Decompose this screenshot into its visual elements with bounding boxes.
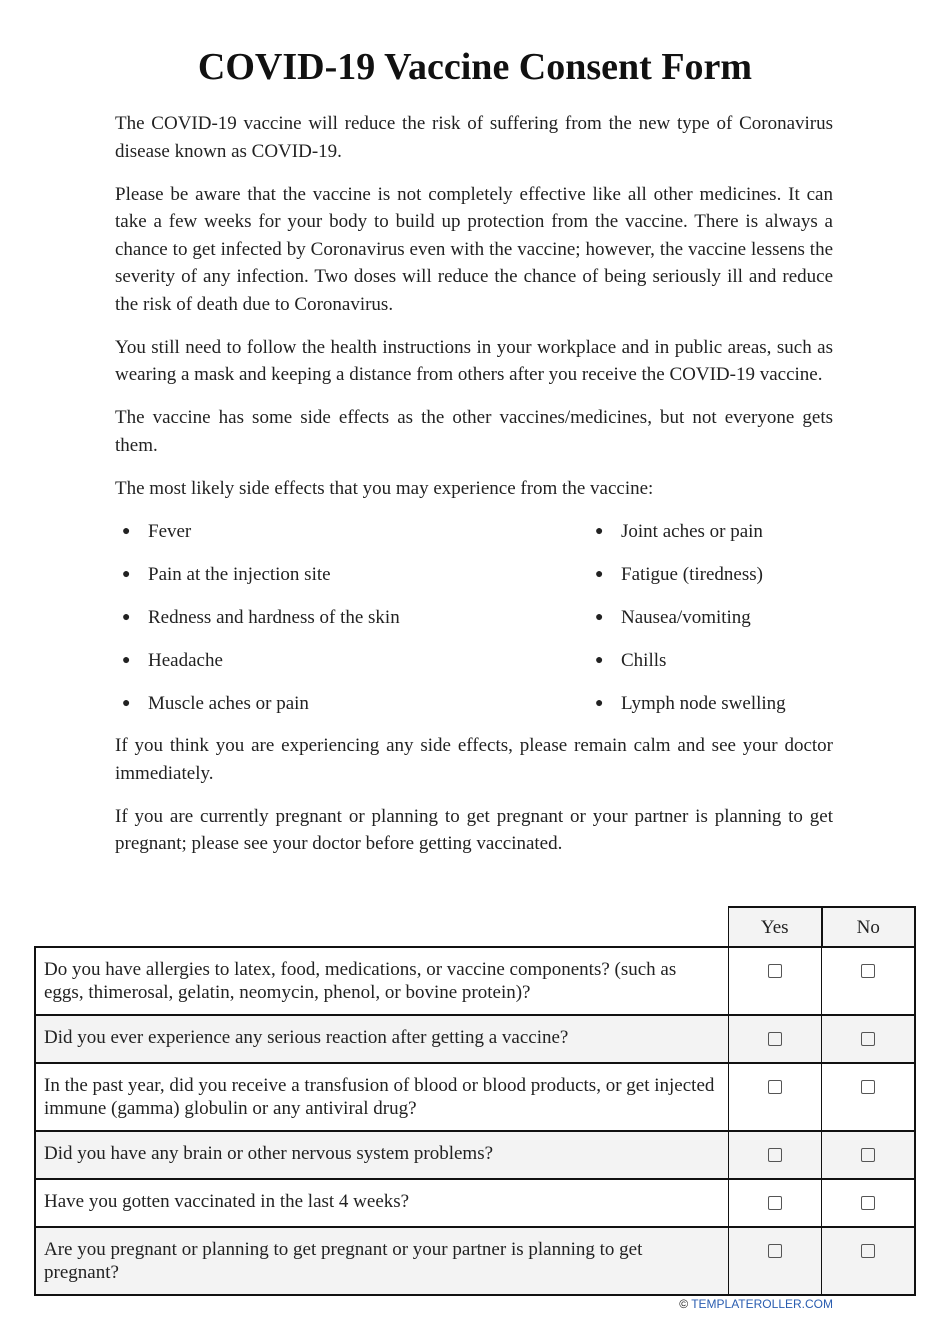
page-title: COVID-19 Vaccine Consent Form	[197, 46, 753, 88]
yes-checkbox[interactable]	[768, 1148, 782, 1162]
copyright-icon: ©	[679, 1297, 689, 1311]
bullet-icon: ●	[595, 566, 604, 582]
side-effect-item	[115, 690, 588, 718]
paragraph: Please be aware that the vaccine is not completely effective like all other medicines. It can take a few weeks for your body to build up protection from the vaccine. There is always a chance to get infected by Coronavirus even with the vaccine; however, the vaccine lessens the severity of any infection. Two doses will reduce the chance of being seriously ill and reduce the risk of death due to Coronavirus.	[115, 183, 833, 315]
no-cell	[822, 947, 916, 1015]
side-effect-item	[115, 604, 588, 632]
paragraph: The most likely side effects that you may experience from the vaccine:	[115, 477, 654, 499]
table-row	[35, 1015, 915, 1063]
bullet-icon: ●	[122, 652, 131, 668]
side-effect-item	[115, 647, 588, 675]
no-cell	[822, 1063, 916, 1131]
paragraph: If you think you are experiencing any side effects, please remain calm and see your doctor immediately.	[115, 735, 833, 784]
question-text: Did you ever experience any serious reaction after getting a vaccine?	[35, 1015, 729, 1063]
table-row	[35, 1227, 915, 1295]
question-text: Are you pregnant or planning to get pregnant or your partner is planning to get pregnant?	[35, 1227, 729, 1295]
header-no: No	[822, 907, 916, 947]
yes-checkbox[interactable]	[768, 1244, 782, 1258]
no-checkbox[interactable]	[861, 1080, 875, 1094]
no-cell	[822, 1015, 916, 1063]
bullet-icon: ●	[595, 609, 604, 625]
side-effect-label: Joint aches or pain	[621, 520, 763, 542]
bullet-icon: ●	[122, 609, 131, 625]
screening-table	[34, 906, 916, 1296]
side-effect-item	[588, 604, 833, 632]
side-effect-label: Headache	[148, 649, 223, 671]
no-checkbox[interactable]	[861, 964, 875, 978]
no-cell	[822, 1227, 916, 1295]
no-cell	[822, 1179, 916, 1227]
form-body	[115, 110, 833, 873]
side-effect-label: Fatigue (tiredness)	[621, 563, 763, 585]
side-effect-item	[588, 518, 833, 546]
yes-checkbox[interactable]	[768, 964, 782, 978]
question-text: Have you gotten vaccinated in the last 4 weeks?	[35, 1179, 729, 1227]
side-effect-item	[588, 647, 833, 675]
side-effect-item	[588, 690, 833, 718]
question-text: Do you have allergies to latex, food, medications, or vaccine components? (such as eggs, thimerosal, gelatin, neomycin, phenol, or bovine protein)?	[35, 947, 729, 1015]
yes-cell	[729, 1131, 822, 1179]
no-checkbox[interactable]	[861, 1196, 875, 1210]
side-effect-label: Muscle aches or pain	[148, 692, 309, 714]
side-effect-label: Pain at the injection site	[148, 563, 331, 585]
header-blank	[35, 907, 729, 947]
side-effect-label: Redness and hardness of the skin	[148, 606, 400, 628]
no-checkbox[interactable]	[861, 1148, 875, 1162]
bullet-icon: ●	[122, 695, 131, 711]
side-effect-item	[588, 561, 833, 589]
yes-checkbox[interactable]	[768, 1080, 782, 1094]
yes-cell	[729, 1227, 822, 1295]
bullet-icon: ●	[595, 523, 604, 539]
paragraph: You still need to follow the health instructions in your workplace and in public areas, such as wearing a mask and keeping a distance from others after you receive the COVID-19 vaccine.	[115, 336, 833, 385]
bullet-icon: ●	[122, 523, 131, 539]
table-row	[35, 1131, 915, 1179]
side-effects-list	[115, 518, 833, 718]
side-effect-label: Fever	[148, 520, 192, 542]
side-effect-item	[115, 561, 588, 589]
yes-cell	[729, 947, 822, 1015]
bullet-icon: ●	[595, 652, 604, 668]
yes-checkbox[interactable]	[768, 1196, 782, 1210]
paragraph: The vaccine has some side effects as the other vaccines/medicines, but not everyone gets them.	[115, 407, 833, 456]
yes-cell	[729, 1179, 822, 1227]
no-checkbox[interactable]	[861, 1244, 875, 1258]
footer-credit[interactable]	[679, 1297, 833, 1311]
yes-cell	[729, 1063, 822, 1131]
question-text: Did you have any brain or other nervous system problems?	[35, 1131, 729, 1179]
table-row	[35, 1179, 915, 1227]
bullet-icon: ●	[122, 566, 131, 582]
paragraph: If you are currently pregnant or planning to get pregnant or your partner is planning to get pregnant; please see your doctor before getting vaccinated.	[115, 805, 833, 854]
side-effect-label: Nausea/vomiting	[621, 606, 751, 628]
footer-link[interactable]: TEMPLATEROLLER.COM	[691, 1297, 833, 1311]
question-text: In the past year, did you receive a transfusion of blood or blood products, or get injected immune (gamma) globulin or any antiviral drug?	[35, 1063, 729, 1131]
no-cell	[822, 1131, 916, 1179]
no-checkbox[interactable]	[861, 1032, 875, 1046]
yes-checkbox[interactable]	[768, 1032, 782, 1046]
side-effect-label: Chills	[621, 649, 667, 671]
table-row	[35, 1063, 915, 1131]
header-yes: Yes	[729, 907, 822, 947]
table-row	[35, 947, 915, 1015]
bullet-icon: ●	[595, 695, 604, 711]
yes-cell	[729, 1015, 822, 1063]
side-effect-label: Lymph node swelling	[621, 692, 786, 714]
paragraph: The COVID-19 vaccine will reduce the risk of suffering from the new type of Coronavirus disease known as COVID-19.	[115, 113, 833, 162]
side-effect-item	[115, 518, 588, 546]
